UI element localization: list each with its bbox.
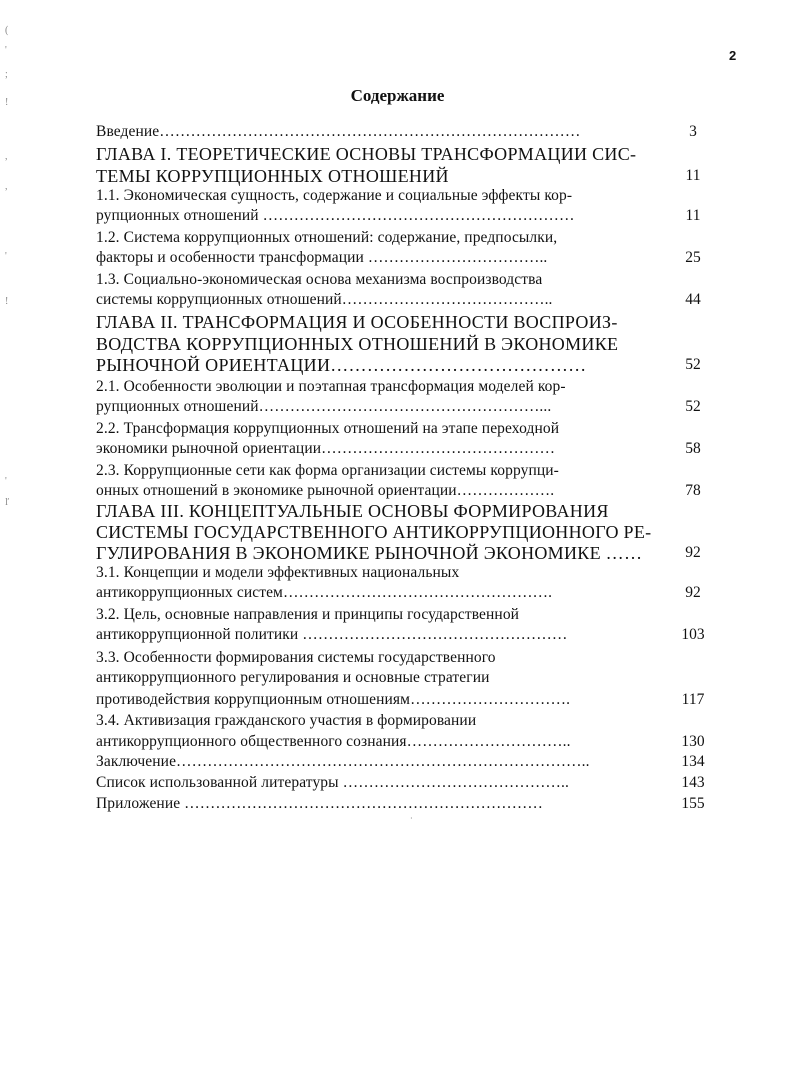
toc-page-number: 92 bbox=[685, 584, 701, 601]
toc-entry-line: Приложение …………………………………………………………… bbox=[96, 795, 543, 812]
toc-entry-line: антикоррупционного регулирования и основные стратегии bbox=[96, 669, 490, 686]
toc-entry-line: 2.3. Коррупционные сети как форма организации системы коррупци- bbox=[96, 462, 559, 479]
toc-page-number: 11 bbox=[685, 207, 701, 224]
toc-entry-line: рупционных отношений …………………………………………………… bbox=[96, 207, 575, 224]
toc-chapter-line: СИСТЕМЫ ГОСУДАРСТВЕННОГО АНТИКОРРУПЦИОННОГО РЕ- bbox=[96, 522, 652, 542]
toc-page-number: 130 bbox=[681, 733, 705, 750]
toc-entry-line: факторы и особенности трансформации …………………………….. bbox=[96, 249, 548, 266]
toc-entry-line: 1.3. Социально-экономическая основа механизма воспроизводства bbox=[96, 271, 543, 288]
toc-chapter-line: ВОДСТВА КОРРУПЦИОННЫХ ОТНОШЕНИЙ В ЭКОНОМИКЕ bbox=[96, 334, 619, 354]
toc-entry-line: онных отношений в экономике рыночной ориентации………………. bbox=[96, 482, 555, 499]
toc-chapter-line: ГУЛИРОВАНИЯ В ЭКОНОМИКЕ РЫНОЧНОЙ ЭКОНОМИКЕ …… bbox=[96, 543, 643, 563]
toc-entry-line: Список использованной литературы …………………………………….. bbox=[96, 774, 569, 791]
toc-entry-line: 3.3. Особенности формирования системы государственного bbox=[96, 649, 496, 666]
toc-page-number: 92 bbox=[685, 544, 701, 561]
margin-scan-marks: ( ' ; ! , , ' ! ' ľ bbox=[5, 25, 10, 508]
toc-entry-line: 3.4. Активизация гражданского участия в формировании bbox=[96, 712, 477, 729]
toc-page-number: 3 bbox=[689, 123, 697, 140]
toc-page-number: 103 bbox=[681, 626, 705, 643]
toc-entry-line: 1.2. Система коррупционных отношений: содержание, предпосылки, bbox=[96, 229, 558, 246]
toc-title: Содержание bbox=[350, 86, 445, 105]
toc-entry-line: системы коррупционных отношений………………………………….. bbox=[96, 291, 553, 308]
toc-page-number: 58 bbox=[685, 440, 701, 457]
toc-entry-line: 1.1. Экономическая сущность, содержание и социальные эффекты кор- bbox=[96, 187, 573, 204]
scan-speck: · bbox=[410, 814, 413, 823]
toc-entry-line: рупционных отношений………………………………………………... bbox=[96, 398, 552, 415]
toc-chapter-line: ГЛАВА I. ТЕОРЕТИЧЕСКИЕ ОСНОВЫ ТРАНСФОРМАЦИИ СИС- bbox=[96, 144, 637, 164]
toc-entry-line: противодействия коррупционным отношениям…………………………. bbox=[96, 691, 571, 708]
toc-entry-line: Введение……………………………………………………………………… bbox=[96, 123, 581, 140]
toc-page-number: 155 bbox=[681, 795, 705, 812]
toc-page-number: 143 bbox=[681, 774, 705, 791]
toc-page-number: 78 bbox=[685, 482, 701, 499]
toc-page-number: 117 bbox=[681, 691, 705, 708]
toc-entry-line: антикоррупционного общественного сознания………………………….. bbox=[96, 733, 571, 750]
toc-page-number: 44 bbox=[685, 291, 701, 308]
toc-entry-line: антикоррупционных систем……………………………………………. bbox=[96, 584, 553, 601]
toc-chapter-line: ГЛАВА II. ТРАНСФОРМАЦИЯ И ОСОБЕННОСТИ ВОСПРОИЗ- bbox=[96, 312, 618, 332]
toc-entry-line: экономики рыночной ориентации……………………………………… bbox=[96, 440, 556, 457]
toc-entry-line: 2.1. Особенности эволюции и поэтапная трансформация моделей кор- bbox=[96, 378, 566, 395]
toc-page-number: 25 bbox=[685, 249, 701, 266]
page-number: 2 bbox=[729, 48, 737, 63]
toc-page-number: 52 bbox=[685, 356, 701, 373]
toc-entry-line: Заключение…………………………………………………………………….. bbox=[96, 753, 590, 770]
toc-chapter-line: ТЕМЫ КОРРУПЦИОННЫХ ОТНОШЕНИЙ bbox=[96, 166, 449, 186]
toc-entry-line: 2.2. Трансформация коррупционных отношений на этапе переходной bbox=[96, 420, 560, 437]
toc-page-number: 134 bbox=[681, 753, 705, 770]
toc-entry-line: антикоррупционной политики …………………………………………… bbox=[96, 626, 568, 643]
toc-chapter-line: ГЛАВА III. КОНЦЕПТУАЛЬНЫЕ ОСНОВЫ ФОРМИРОВАНИЯ bbox=[96, 501, 609, 521]
toc-entry-line: 3.2. Цель, основные направления и принципы государственной bbox=[96, 606, 520, 623]
toc-page-number: 11 bbox=[685, 167, 701, 184]
toc-page-number: 52 bbox=[685, 398, 701, 415]
toc-chapter-line: РЫНОЧНОЙ ОРИЕНТАЦИИ…………………………………… bbox=[96, 355, 587, 375]
toc-entry-line: 3.1. Концепции и модели эффективных национальных bbox=[96, 564, 460, 581]
